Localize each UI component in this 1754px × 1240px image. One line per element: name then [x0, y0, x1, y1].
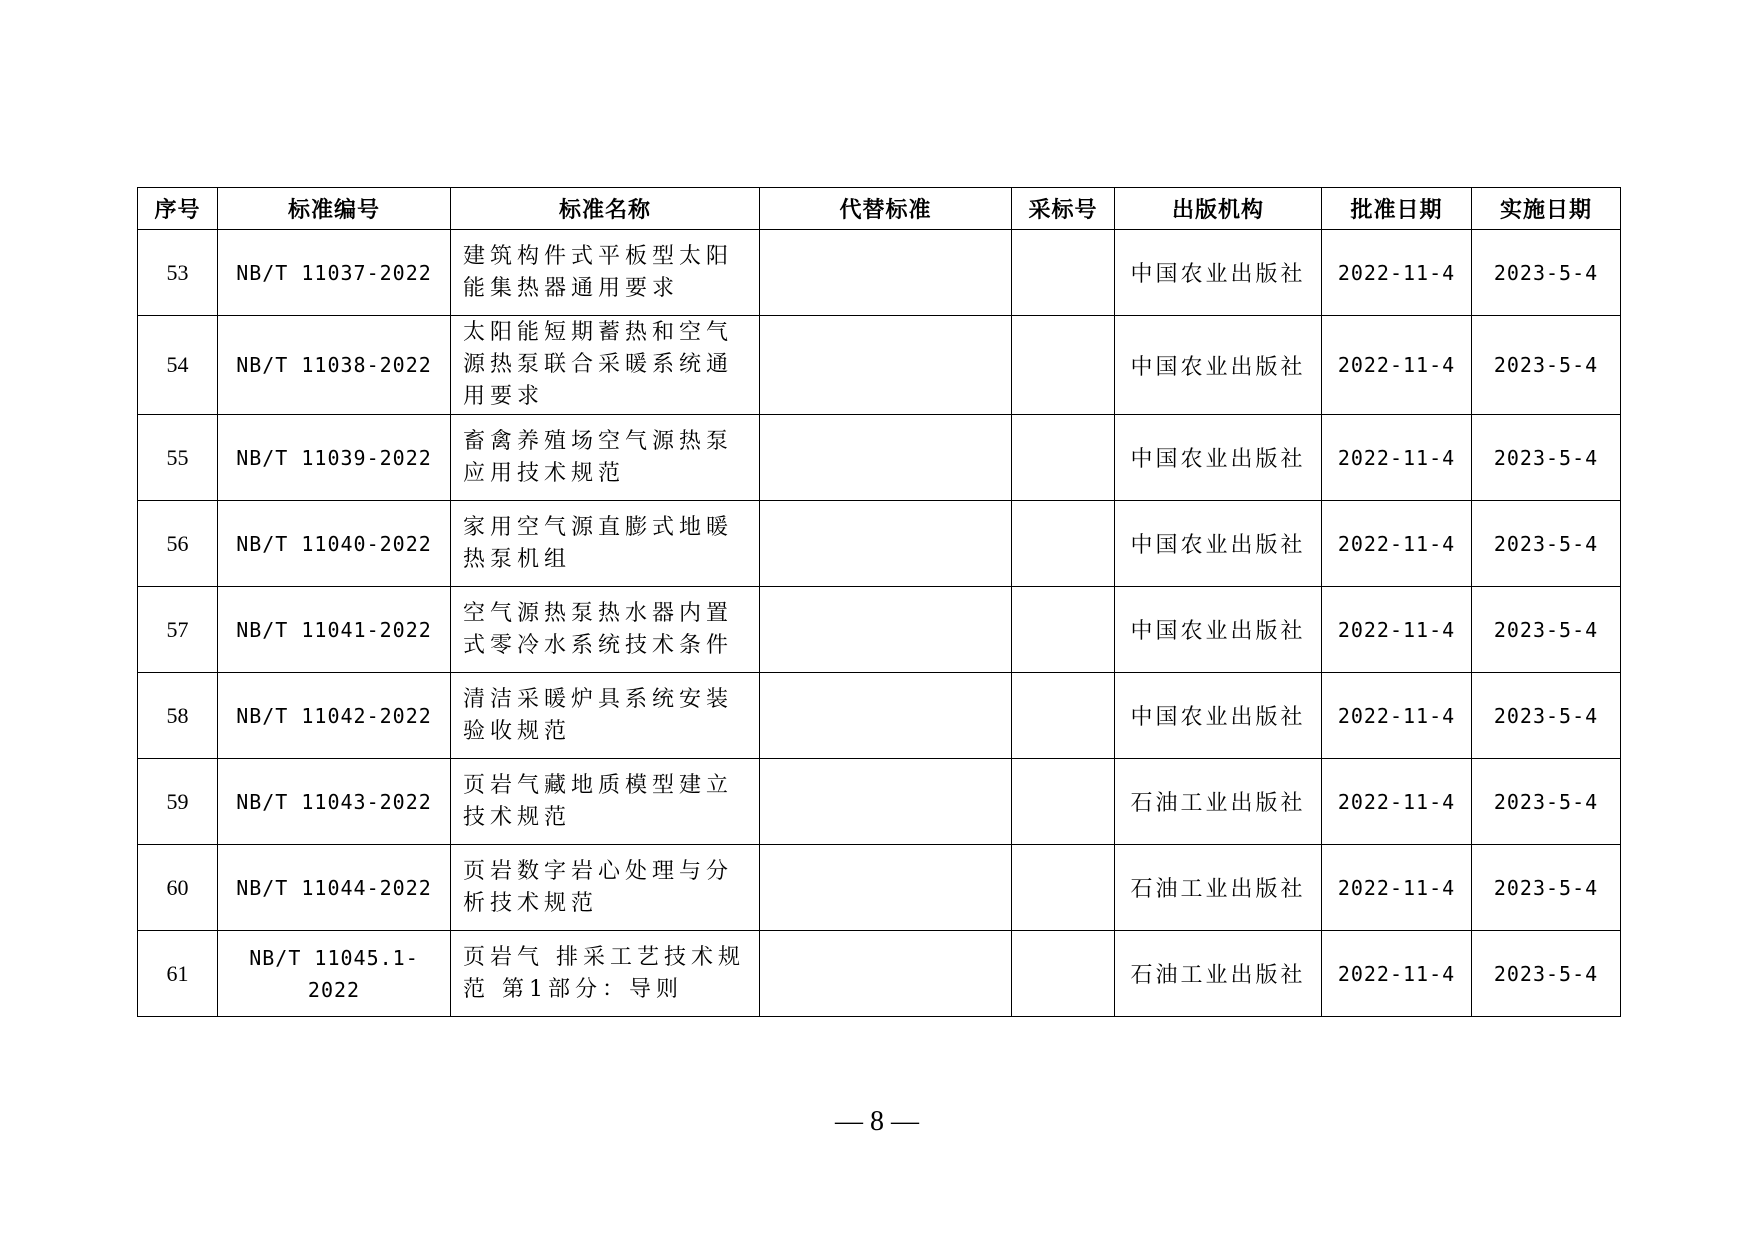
row-code: NB/T 11037-2022: [218, 230, 451, 316]
row-replace: [760, 759, 1012, 845]
header-adopted-standard: 采标号: [1012, 188, 1115, 230]
standards-table: [137, 187, 1621, 1017]
row-name: 页岩气 排采工艺技术规范 第1部分：导则: [451, 931, 760, 1017]
row-serial: 59: [138, 759, 218, 845]
row-name: 清洁采暖炉具系统安装验收规范: [451, 673, 760, 759]
row-publisher: 石油工业出版社: [1115, 759, 1322, 845]
row-replace: [760, 587, 1012, 673]
header-standard-code: 标准编号: [218, 188, 451, 230]
row-code: NB/T 11045.1-2022: [218, 931, 451, 1017]
row-adopt: [1012, 230, 1115, 316]
row-serial: 60: [138, 845, 218, 931]
row-replace: [760, 845, 1012, 931]
header-publisher: 出版机构: [1115, 188, 1322, 230]
row-approve-date: 2022-11-4: [1322, 673, 1472, 759]
table-row: [138, 931, 1621, 1017]
row-adopt: [1012, 673, 1115, 759]
row-serial: 58: [138, 673, 218, 759]
row-serial: 55: [138, 415, 218, 501]
row-effective-date: 2023-5-4: [1472, 587, 1621, 673]
row-name: 页岩气藏地质模型建立技术规范: [451, 759, 760, 845]
row-adopt: [1012, 587, 1115, 673]
row-name: 太阳能短期蓄热和空气源热泵联合采暖系统通用要求: [451, 316, 760, 415]
row-publisher: 中国农业出版社: [1115, 230, 1322, 316]
row-adopt: [1012, 931, 1115, 1017]
row-code: NB/T 11039-2022: [218, 415, 451, 501]
row-name: 畜禽养殖场空气源热泵应用技术规范: [451, 415, 760, 501]
row-approve-date: 2022-11-4: [1322, 230, 1472, 316]
row-serial: 53: [138, 230, 218, 316]
table-row: [138, 316, 1621, 415]
row-name: 建筑构件式平板型太阳能集热器通用要求: [451, 230, 760, 316]
row-effective-date: 2023-5-4: [1472, 931, 1621, 1017]
page-number: — 8 —: [835, 1106, 919, 1137]
row-effective-date: 2023-5-4: [1472, 673, 1621, 759]
row-code: NB/T 11044-2022: [218, 845, 451, 931]
table-row: [138, 587, 1621, 673]
row-approve-date: 2022-11-4: [1322, 759, 1472, 845]
table-row: [138, 230, 1621, 316]
row-name: 家用空气源直膨式地暖热泵机组: [451, 501, 760, 587]
row-replace: [760, 931, 1012, 1017]
row-effective-date: 2023-5-4: [1472, 501, 1621, 587]
row-effective-date: 2023-5-4: [1472, 845, 1621, 931]
header-approval-date: 批准日期: [1322, 188, 1472, 230]
header-effective-date: 实施日期: [1472, 188, 1621, 230]
row-effective-date: 2023-5-4: [1472, 316, 1621, 415]
row-code: NB/T 11038-2022: [218, 316, 451, 415]
row-publisher: 中国农业出版社: [1115, 501, 1322, 587]
row-replace: [760, 673, 1012, 759]
row-replace: [760, 230, 1012, 316]
row-name: 页岩数字岩心处理与分析技术规范: [451, 845, 760, 931]
row-publisher: 中国农业出版社: [1115, 587, 1322, 673]
row-effective-date: 2023-5-4: [1472, 415, 1621, 501]
row-approve-date: 2022-11-4: [1322, 931, 1472, 1017]
row-adopt: [1012, 316, 1115, 415]
row-code: NB/T 11042-2022: [218, 673, 451, 759]
header-replaced-standard: 代替标准: [760, 188, 1012, 230]
header-serial: 序号: [138, 188, 218, 230]
header-standard-name: 标准名称: [451, 188, 760, 230]
row-approve-date: 2022-11-4: [1322, 845, 1472, 931]
row-code: NB/T 11043-2022: [218, 759, 451, 845]
table-row: [138, 501, 1621, 587]
row-serial: 57: [138, 587, 218, 673]
row-adopt: [1012, 501, 1115, 587]
row-name: 空气源热泵热水器内置式零冷水系统技术条件: [451, 587, 760, 673]
row-adopt: [1012, 415, 1115, 501]
row-publisher: 中国农业出版社: [1115, 415, 1322, 501]
row-code: NB/T 11040-2022: [218, 501, 451, 587]
table-row: [138, 415, 1621, 501]
row-adopt: [1012, 845, 1115, 931]
row-serial: 56: [138, 501, 218, 587]
row-effective-date: 2023-5-4: [1472, 759, 1621, 845]
row-code: NB/T 11041-2022: [218, 587, 451, 673]
row-publisher: 中国农业出版社: [1115, 316, 1322, 415]
row-publisher: 石油工业出版社: [1115, 845, 1322, 931]
row-serial: 61: [138, 931, 218, 1017]
row-adopt: [1012, 759, 1115, 845]
row-approve-date: 2022-11-4: [1322, 587, 1472, 673]
row-replace: [760, 415, 1012, 501]
row-replace: [760, 501, 1012, 587]
table-row: [138, 673, 1621, 759]
table-row: [138, 759, 1621, 845]
row-serial: 54: [138, 316, 218, 415]
row-approve-date: 2022-11-4: [1322, 316, 1472, 415]
table-row: [138, 845, 1621, 931]
row-replace: [760, 316, 1012, 415]
row-approve-date: 2022-11-4: [1322, 415, 1472, 501]
row-publisher: 石油工业出版社: [1115, 931, 1322, 1017]
row-effective-date: 2023-5-4: [1472, 230, 1621, 316]
row-publisher: 中国农业出版社: [1115, 673, 1322, 759]
row-approve-date: 2022-11-4: [1322, 501, 1472, 587]
header-row: [138, 188, 1621, 230]
